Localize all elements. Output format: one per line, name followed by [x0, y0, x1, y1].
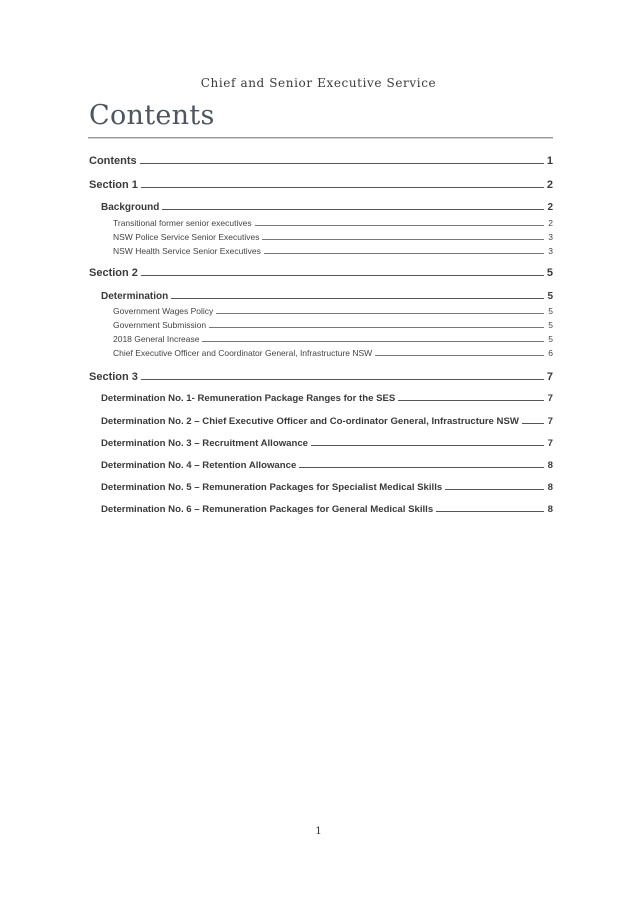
toc-page-number: 2	[548, 218, 553, 228]
toc-entry-section-3[interactable]	[89, 371, 553, 383]
toc-page-number: 2	[547, 202, 553, 213]
toc-entry-label: Determination	[101, 291, 169, 302]
toc-page-number: 7	[547, 393, 553, 404]
toc-entry-label: NSW Health Service Senior Executives	[113, 246, 261, 256]
toc-page-number: 8	[547, 460, 553, 471]
toc-leader	[141, 379, 544, 380]
toc-entry-police[interactable]	[113, 232, 553, 242]
toc-entry-wages-policy[interactable]	[113, 306, 553, 316]
toc-entry-label: Government Wages Policy	[113, 306, 214, 316]
toc-leader	[255, 225, 544, 226]
toc-leader	[375, 355, 544, 356]
toc-entry-label: Government Submission	[113, 320, 207, 330]
toc-entry-determination-2[interactable]	[101, 416, 553, 427]
toc-leader	[262, 239, 544, 240]
toc-entry-section-2[interactable]	[89, 267, 553, 279]
toc-page-number: 1	[546, 155, 553, 167]
toc-page-number: 5	[548, 334, 553, 344]
page-number: 1	[315, 826, 322, 837]
toc-entry-transitional[interactable]	[113, 218, 553, 228]
toc-leader	[522, 423, 544, 424]
toc-page-number: 5	[546, 267, 553, 279]
toc-page-number: 3	[548, 232, 553, 242]
toc-entry-label: Determination No. 4 – Retention Allowance	[101, 460, 297, 471]
toc-entry-label: 2018 General Increase	[113, 334, 200, 344]
toc-leader	[398, 400, 544, 401]
toc-leader	[216, 313, 544, 314]
toc-leader	[202, 341, 544, 342]
toc-entry-health[interactable]	[113, 246, 553, 256]
toc-entry-label: Transitional former senior executives	[113, 218, 252, 228]
toc-entry-label: Determination No. 2 – Chief Executive Officer and Co-ordinator General, Infrastructure NSW	[101, 416, 519, 427]
toc-entry-label: Determination No. 3 – Recruitment Allowance	[101, 438, 309, 449]
toc-leader	[311, 445, 544, 446]
toc-entry-determination-6[interactable]	[101, 504, 553, 515]
toc-page-number: 5	[548, 306, 553, 316]
toc-page-number: 6	[548, 348, 553, 358]
toc-entry-determination-4[interactable]	[101, 460, 553, 471]
toc-entry-label: Section 2	[89, 267, 138, 279]
toc-leader	[264, 253, 544, 254]
toc-entry-section-1[interactable]	[89, 179, 553, 191]
toc-page-number: 3	[548, 246, 553, 256]
toc-leader	[162, 209, 544, 210]
toc-entry-contents[interactable]	[89, 155, 553, 167]
toc-leader	[299, 467, 544, 468]
toc-page-number: 5	[548, 320, 553, 330]
toc-entry-label: Chief Executive Officer and Coordinator General, Infrastructure NSW	[113, 348, 373, 358]
toc-page-number: 7	[547, 438, 553, 449]
toc-entry-determination-5[interactable]	[101, 482, 553, 493]
toc-entry-determination-3[interactable]	[101, 438, 553, 449]
toc-leader	[436, 511, 544, 512]
toc-entry-background[interactable]	[101, 202, 553, 213]
toc-leader	[445, 489, 544, 490]
toc-entry-label: Determination No. 5 – Remuneration Packages for Specialist Medical Skills	[101, 482, 443, 493]
toc-page-number: 5	[547, 291, 553, 302]
toc-leader	[171, 298, 544, 299]
toc-entry-submission[interactable]	[113, 320, 553, 330]
toc-leader	[141, 187, 544, 188]
toc-leader	[209, 327, 544, 328]
page-title: Contents	[89, 100, 215, 131]
toc-entry-label: Determination No. 6 – Remuneration Packages for General Medical Skills	[101, 504, 434, 515]
toc-page-number: 8	[547, 504, 553, 515]
toc-leader	[140, 163, 544, 164]
toc-entry-ceo[interactable]	[113, 348, 553, 358]
running-header: Chief and Senior Executive Service	[200, 76, 437, 90]
toc-page-number: 2	[546, 179, 553, 191]
toc-leader	[141, 275, 544, 276]
toc-entry-label: Contents	[89, 155, 137, 167]
toc-entry-label: NSW Police Service Senior Executives	[113, 232, 260, 242]
toc-page-number: 8	[547, 482, 553, 493]
toc-page-number: 7	[546, 371, 553, 383]
toc-page-number: 7	[547, 416, 553, 427]
toc-entry-general-increase[interactable]	[113, 334, 553, 344]
toc-entry-label: Section 1	[89, 179, 138, 191]
toc-entry-determination-1[interactable]	[101, 393, 553, 404]
toc-entry-label: Section 3	[89, 371, 138, 383]
toc-entry-label: Background	[101, 202, 160, 213]
toc-entry-label: Determination No. 1- Remuneration Package Ranges for the SES	[101, 393, 396, 404]
toc-entry-determination[interactable]	[101, 291, 553, 302]
